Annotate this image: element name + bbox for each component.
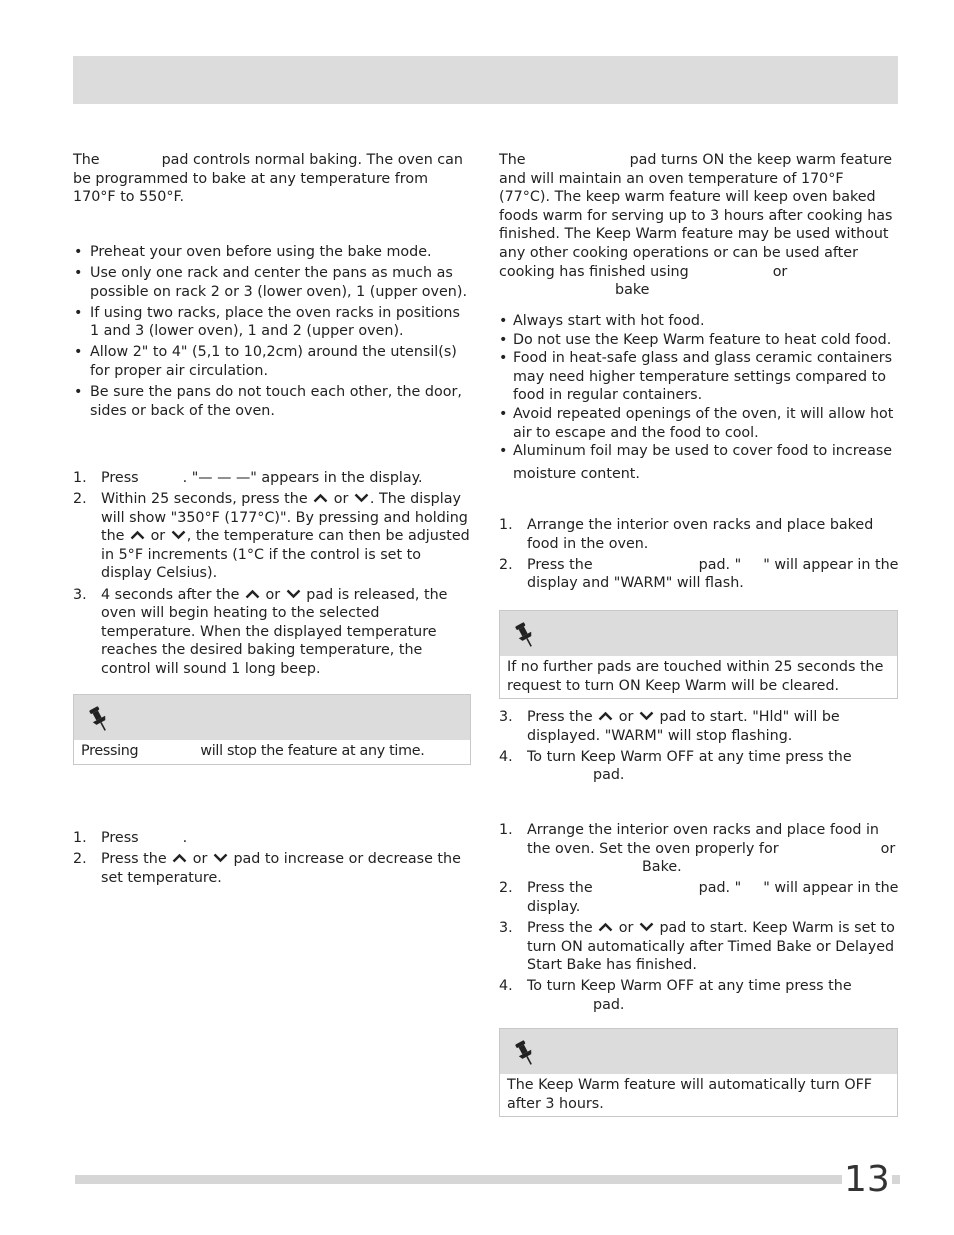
section-header-band [73, 56, 898, 104]
list-item: • Do not use the Keep Warm feature to heat cold food. [499, 331, 899, 350]
list-item: 3. Press the or pad to start. Keep Warm is set to turn ON automatically after Timed Bake or Delayed Start Bake has finished. [499, 919, 895, 974]
chevron-up-icon [172, 853, 187, 863]
list-item: 3. Press the or pad to start. "Hld" will be displayed. "WARM" will stop flashing. [499, 709, 840, 744]
chevron-down-icon [354, 493, 369, 503]
list-item: • If using two racks, place the oven racks in positions 1 and 3 (lower oven), 1 and 2 (upper oven). [73, 304, 471, 341]
bake-steps-list [73, 469, 471, 681]
bake-tips-list [73, 243, 471, 423]
keep-warm-intro: The pad turns ON the keep warm feature and will maintain an oven temperature of 170°F (77°C). The keep warm feature will keep oven baked foods warm for serving up to 3 hours after cooking has finished. The Keep Warm feature may be used without any other cooking operations or can be used after cooking has finished using orbake [499, 152, 893, 299]
list-item: • Preheat your oven before using the bake mode. [73, 243, 471, 262]
list-item: 1. Arrange the interior oven racks and place baked food in the oven. [499, 517, 874, 552]
list-item: • Use only one rack and center the pans as much as possible on rack 2 or 3 (lower oven), 1 (upper oven). [73, 264, 471, 301]
keep-warm-auto-off-note-box: The Keep Warm feature will automatically turn OFF after 3 hours. [499, 1028, 898, 1117]
bake-intro: The pad controls normal baking. The oven can be programmed to bake at any temperature from 170°F to 550°F. [73, 152, 463, 206]
list-item: • Avoid repeated openings of the oven, it will allow hot air to escape and the food to cool. [499, 405, 899, 442]
list-item: • Be sure the pans do not touch each other, the door, sides or back of the oven. [73, 383, 471, 420]
list-item: 1. Press . [73, 830, 188, 846]
chevron-up-icon [598, 711, 613, 721]
list-item: • Food in heat-safe glass and glass ceramic containers may need higher temperature settings compared to food in regular containers. [499, 349, 899, 405]
chevron-down-icon [171, 530, 186, 540]
chevron-up-icon [598, 922, 613, 932]
list-item: 2. Press the or pad to increase or decrease the set temperature. [73, 851, 461, 886]
list-item: 1. Press . "— — —" appears in the display. [73, 470, 423, 486]
page-number: 13 [844, 1159, 890, 1200]
pushpin-icon [514, 1039, 536, 1067]
list-item: 4. To turn Keep Warm OFF at any time press the pad. [499, 748, 852, 784]
chevron-up-icon [130, 530, 145, 540]
list-item: moisture content. [513, 465, 640, 482]
list-item: 2. Within 25 seconds, press the or . The display will show "350°F (177°C)". By pressing and holding the or , the temperature can then be adjusted in 5°F increments (1°C if the control is set to display Celsius). [73, 491, 470, 582]
bake-note-box: Pressing will stop the feature at any time. [73, 694, 471, 765]
chevron-up-icon [245, 589, 260, 599]
keep-warm-steps-list-continued [499, 708, 899, 787]
list-item: 1. Arrange the interior oven racks and place food in the oven. Set the oven properly for or Bake. [499, 822, 896, 876]
keep-warm-note-box: If no further pads are touched within 25 seconds the request to turn ON Keep Warm will be cleared. [499, 610, 898, 699]
chevron-down-icon [286, 589, 301, 599]
footer-bar [75, 1175, 900, 1184]
chevron-down-icon [639, 711, 654, 721]
list-item: • Aluminum foil may be used to cover food to increase [499, 442, 899, 461]
list-item: 2. Press the pad. " " will appear in the display. [499, 880, 899, 915]
keep-warm-after-cook-steps-list [499, 821, 899, 1017]
list-item: 4. To turn Keep Warm OFF at any time press the pad. [499, 978, 852, 1013]
keep-warm-tips-list [499, 312, 899, 483]
list-item: • Always start with hot food. [499, 312, 899, 331]
pushpin-icon [88, 705, 110, 733]
change-temp-steps-list [73, 829, 471, 890]
chevron-down-icon [213, 853, 228, 863]
list-item: 3. 4 seconds after the or pad is released, the oven will begin heating to the selected temperature. When the displayed temperature reaches the desired baking temperature, the control will sound 1 long beep. [73, 586, 448, 677]
keep-warm-steps-list [499, 516, 899, 595]
list-item: • Allow 2" to 4" (5,1 to 10,2cm) around the utensil(s) for proper air circulation. [73, 343, 471, 380]
chevron-down-icon [639, 922, 654, 932]
list-item: 2. Press the pad. " " will appear in the display and "WARM" will flash. [499, 556, 899, 592]
chevron-up-icon [313, 493, 328, 503]
pushpin-icon [514, 621, 536, 649]
